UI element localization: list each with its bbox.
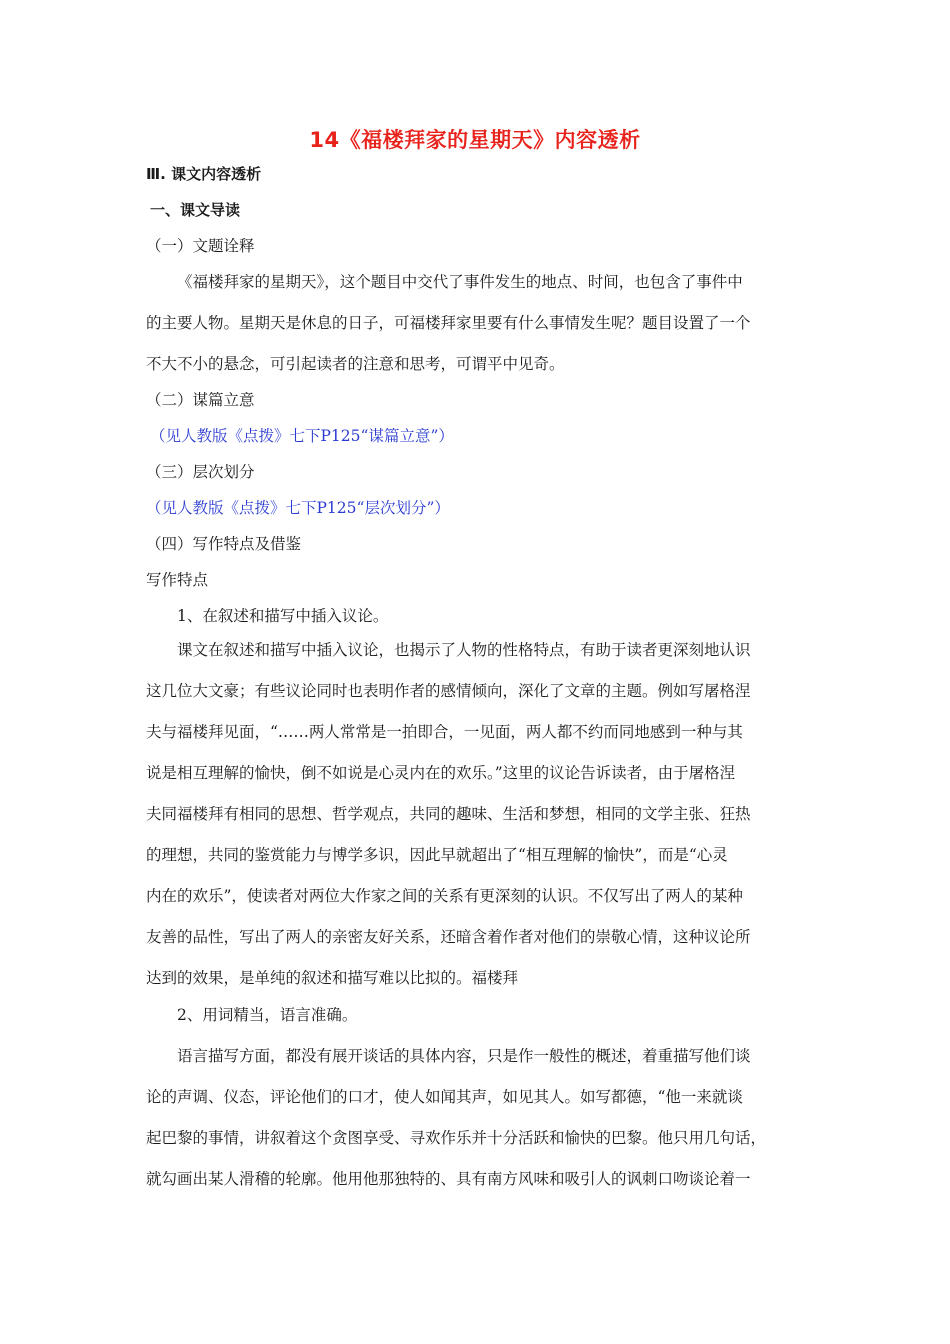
- writing-features-label: 写作特点: [146, 571, 209, 589]
- point2-heading: 2、用词精当，语言准确。: [177, 1006, 358, 1024]
- paragraph-line: 就勾画出某人滑稽的轮廓。他用他那独特的、具有南方风味和吸引人的讽刺口吻谈论着一: [146, 1170, 751, 1188]
- subheading-structure: （二）谋篇立意: [146, 391, 255, 409]
- paragraph-line: 说是相互理解的愉快，倒不如说是心灵内在的欢乐。”这里的议论告诉读者，由于屠格涅: [146, 764, 736, 782]
- paragraph-point1: [146, 630, 801, 999]
- paragraph-line: 课文在叙述和描写中插入议论，也揭示了人物的性格特点，有助于读者更深刻地认识: [177, 641, 751, 659]
- document-title: 14《福楼拜家的星期天》内容透析: [309, 128, 641, 152]
- paragraph-line: 的主要人物。星期天是休息的日子，可福楼拜家里要有什么事情发生呢？题目设置了一个: [146, 314, 751, 332]
- paragraph-line: 夫同福楼拜有相同的思想、哲学观点，共同的趣味、生活和梦想，相同的文学主张、狂热: [146, 805, 751, 823]
- paragraph-line: 不大不小的悬念，可引起读者的注意和思考，可谓平中见奇。: [146, 355, 565, 373]
- reference-sections: （见人教版《点拨》七下P125“层次划分”）: [146, 499, 450, 517]
- paragraph-line: 这几位大文豪；有些议论同时也表明作者的感情倾向，深化了文章的主题。例如写屠格涅: [146, 682, 751, 700]
- point1-heading: 1、在叙述和描写中插入议论。: [177, 607, 389, 625]
- paragraph-line: 达到的效果，是单纯的叙述和描写难以比拟的。福楼拜: [146, 969, 519, 987]
- paragraph-line: 《福楼拜家的星期天》，这个题目中交代了事件发生的地点、时间，也包含了事件中: [177, 273, 743, 291]
- paragraph-line: 内在的欢乐”，使读者对两位大作家之间的关系有更深刻的认识。不仅写出了两人的某种: [146, 887, 743, 905]
- paragraph-line: 起巴黎的事情，讲叙着这个贪图享受、寻欢作乐并十分活跃和愉快的巴黎。他只用几句话，: [146, 1129, 767, 1147]
- section-heading-main: Ⅲ. 课文内容透析: [146, 165, 262, 183]
- subheading-writing-features: （四）写作特点及借鉴: [146, 535, 302, 553]
- reference-structure: （见人教版《点拨》七下P125“谋篇立意”）: [150, 427, 454, 445]
- paragraph-line: 论的声调、仪态，评论他们的口才，使人如闻其声，如见其人。如写都德，“他一来就谈: [146, 1088, 743, 1106]
- paragraph-line: 友善的品性，写出了两人的亲密友好关系，还暗含着作者对他们的崇敬心情，这种议论所: [146, 928, 751, 946]
- paragraph-line: 夫与福楼拜见面，“……两人常常是一拍即合，一见面，两人都不约而同地感到一种与其: [146, 723, 743, 741]
- paragraph-point2: [146, 1036, 801, 1200]
- paragraph-title-interpretation: [146, 262, 801, 385]
- section-heading-guide: 一、课文导读: [150, 201, 241, 219]
- subheading-sections: （三）层次划分: [146, 463, 255, 481]
- subheading-title-interpretation: （一）文题诠释: [146, 237, 255, 255]
- paragraph-line: 的理想，共同的鉴赏能力与博学多识，因此早就超出了“相互理解的愉快”，而是“心灵: [146, 846, 728, 864]
- paragraph-line: 语言描写方面，都没有展开谈话的具体内容，只是作一般性的概述，着重描写他们谈: [177, 1047, 751, 1065]
